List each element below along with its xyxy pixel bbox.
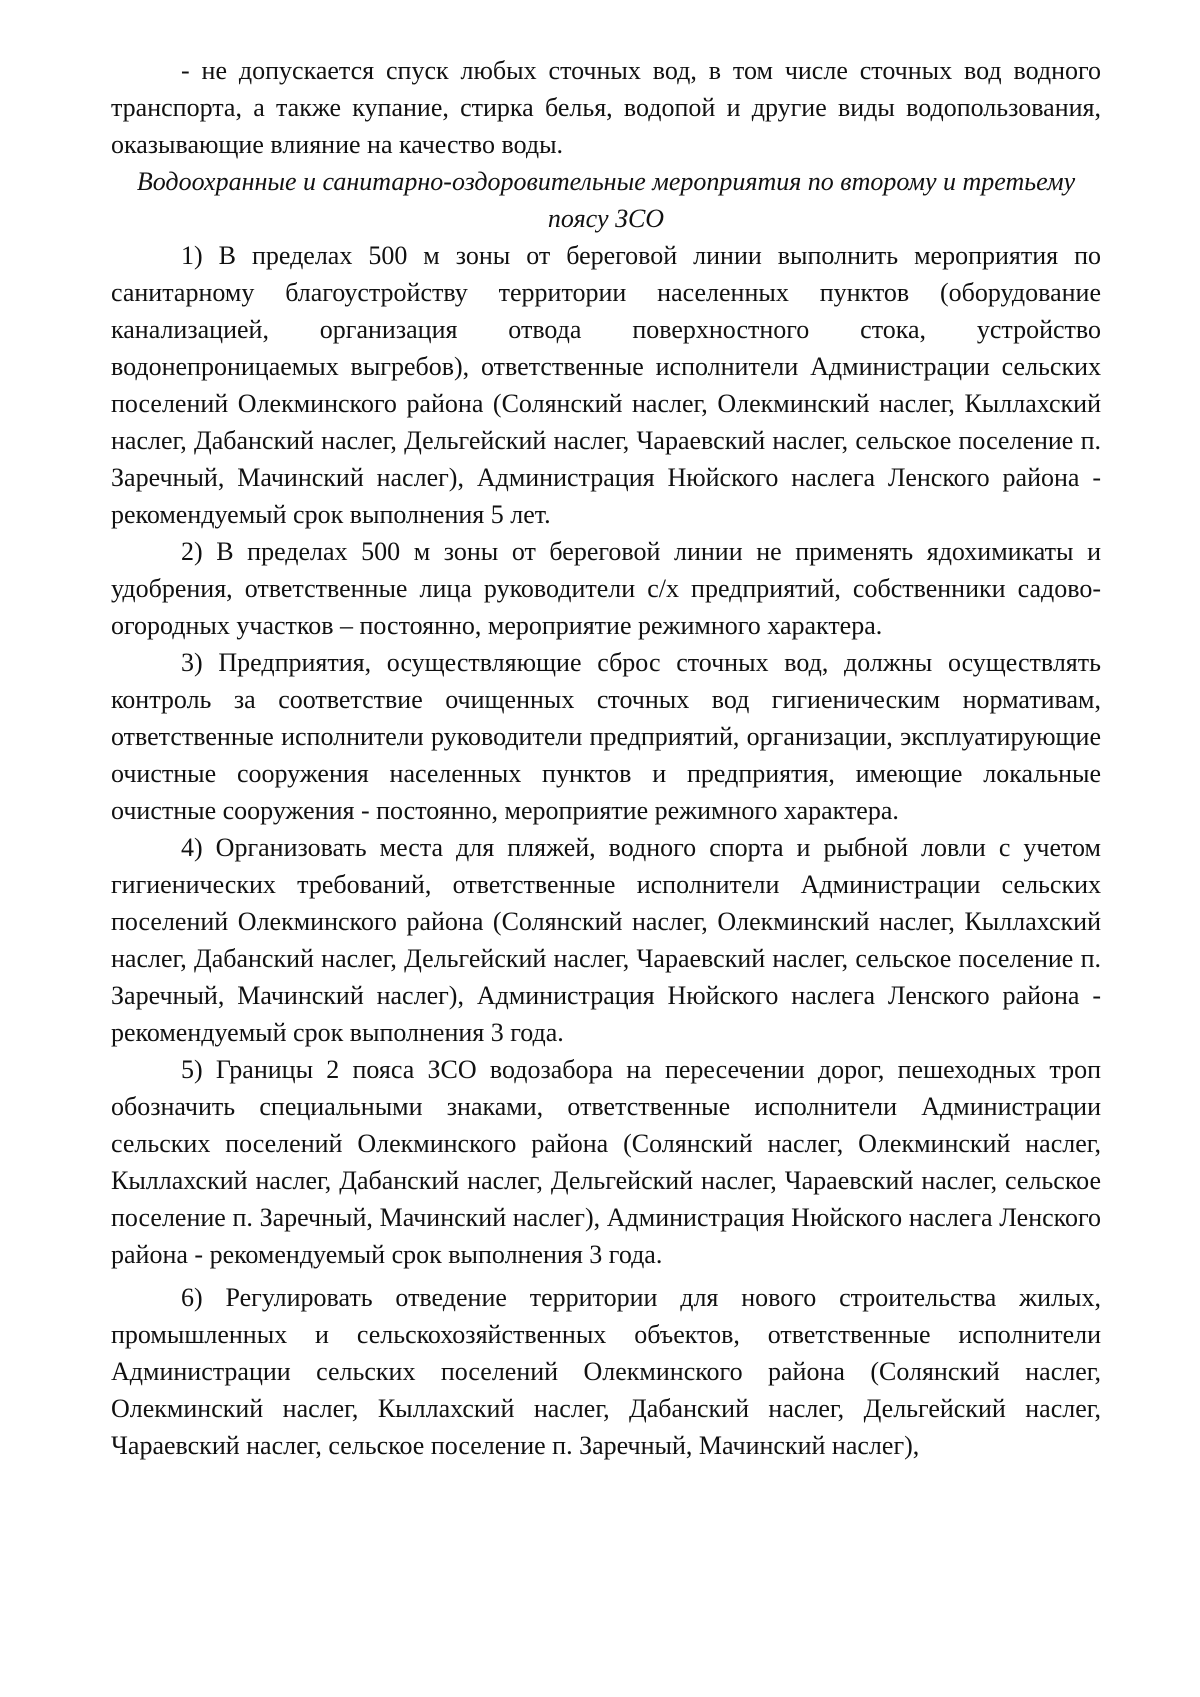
list-item-5: 5) Границы 2 пояса ЗСО водозабора на пересечении дорог, пешеходных троп обозначить специальными знаками, ответственные исполнители Администрации сельских поселений Олекминского района (Солянский наслег, Олекминский наслег, Кыллахский наслег, Дабанский наслег, Дельгейский наслег, Чараевский наслег, сельское поселение п. Заречный, Мачинский наслег), Администрация Нюйского наслега Ленского района - рекомендуемый срок выполнения 3 года. [111,1055,1101,1269]
list-item-2: 2) В пределах 500 м зоны от береговой линии не применять ядохимикаты и удобрения, ответственные лица руководители с/х предприятий, собственники садово-огородных участков – постоянно, мероприятие режимного характера. [111,537,1101,640]
list-item-1: 1) В пределах 500 м зоны от береговой линии выполнить мероприятия по санитарному благоустройству территории населенных пунктов (оборудование канализацией, организация отвода поверхностного стока, устройство водонепроницаемых выгребов), ответственные исполнители Администрации сельских поселений Олекминского района (Солянский наслег, Олекминский наслег, Кыллахский наслег, Дабанский наслег, Дельгейский наслег, Чараевский наслег, сельское поселение п. Заречный, Мачинский наслег), Администрация Нюйского наслега Ленского района - рекомендуемый срок выполнения 5 лет. [111,241,1101,529]
list-item-4: 4) Организовать места для пляжей, водного спорта и рыбной ловли с учетом гигиенических требований, ответственные исполнители Администрации сельских поселений Олекминского района (Солянский наслег, Олекминский наслег, Кыллахский наслег, Дабанский наслег, Дельгейский наслег, Чараевский наслег, сельское поселение п. Заречный, Мачинский наслег), Администрация Нюйского наслега Ленского района - рекомендуемый срок выполнения 3 года. [111,833,1101,1047]
intro-paragraph: - не допускается спуск любых сточных вод, в том числе сточных вод водного транспорта, а также купание, стирка белья, водопой и другие виды водопользования, оказывающие влияние на качество воды. [111,56,1101,159]
section-heading: Водоохранные и санитарно-оздоровительные мероприятия по второму и третьему поясу ЗСО [136,167,1076,233]
list-item-6: 6) Регулировать отведение территории для нового строительства жилых, промышленных и сельскохозяйственных объектов, ответственные исполнители Администрации сельских поселений Олекминского района (Солянский наслег, Олекминский наслег, Кыллахский наслег, Дабанский наслег, Дельгейский наслег, Чараевский наслег, сельское поселение п. Заречный, Мачинский наслег), [111,1283,1101,1460]
list-item-3: 3) Предприятия, осуществляющие сброс сточных вод, должны осуществлять контроль за соответствие очищенных сточных вод гигиеническим нормативам, ответственные исполнители руководители предприятий, организации, эксплуатирующие очистные сооружения населенных пунктов и предприятия, имеющие локальные очистные сооружения - постоянно, мероприятие режимного характера. [111,648,1101,825]
document-page [111,52,1101,1464]
